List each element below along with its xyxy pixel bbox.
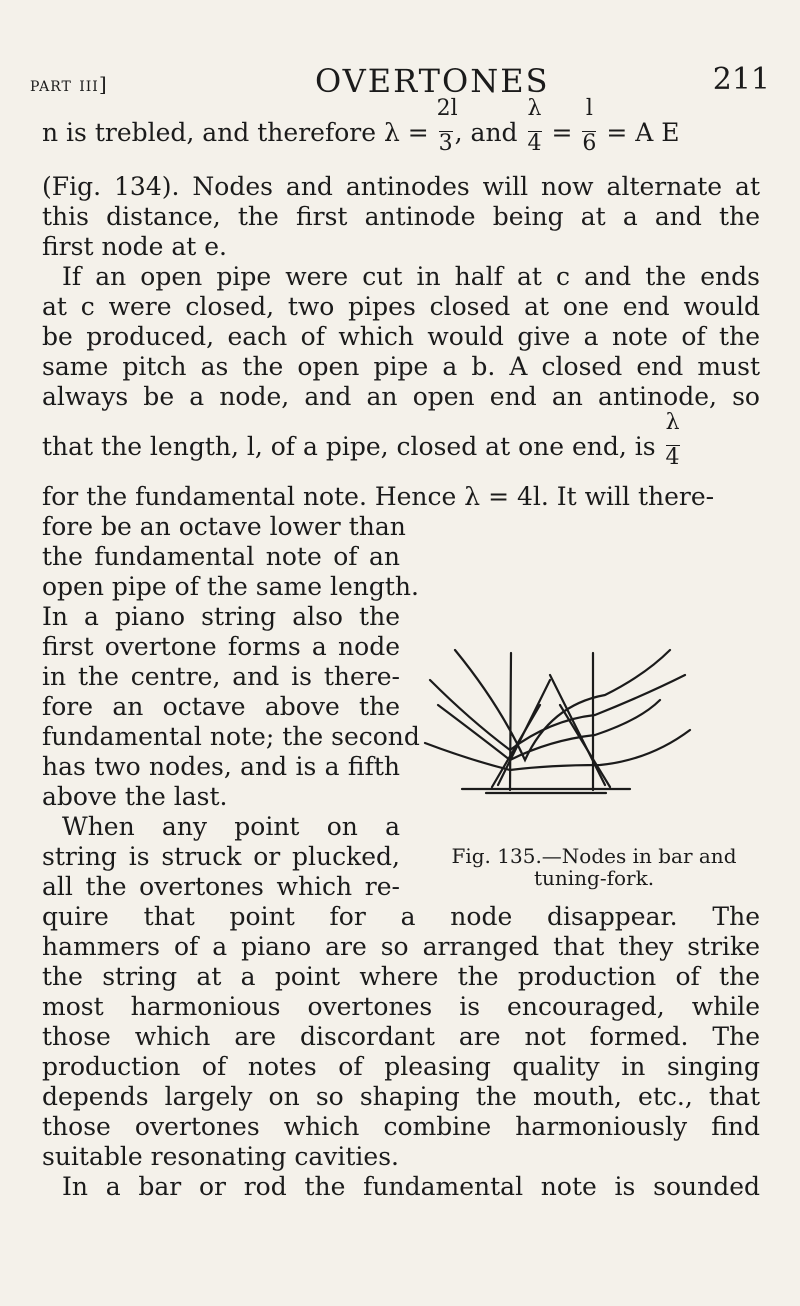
fraction: $\frac{2l}{3}$ bbox=[436, 96, 458, 156]
equation-line bbox=[42, 96, 762, 156]
text-line: always be a node, and an open end an antinode, so bbox=[42, 382, 760, 411]
page-title: OVERTONES bbox=[315, 62, 550, 100]
text-line: same pitch as the open pipe a b. A closed end must bbox=[42, 352, 760, 381]
text-line: (Fig. 134). Nodes and antinodes will now alternate at bbox=[42, 172, 760, 201]
text-run: = A E bbox=[606, 118, 680, 147]
text-line: this distance, the first antinode being at a and the bbox=[42, 202, 760, 231]
text-line: has two nodes, and is a fifth bbox=[42, 752, 400, 781]
text-line: most harmonious overtones is encouraged, while bbox=[42, 992, 760, 1021]
text-line: the string at a point where the production of the bbox=[42, 962, 760, 991]
fraction: $\frac{l}{6}$ bbox=[582, 96, 597, 156]
text-line: open pipe of the same length. bbox=[42, 572, 419, 601]
fraction: $\frac{\lambda}{4}$ bbox=[527, 96, 542, 156]
part-label: part iii] bbox=[30, 72, 108, 96]
vibration-curve-2 bbox=[430, 675, 685, 750]
text-run: = bbox=[551, 118, 573, 147]
text-line: In a piano string also the bbox=[42, 602, 400, 631]
text-line: If an open pipe were cut in half at c and the ends bbox=[62, 262, 760, 291]
text-line: above the last. bbox=[42, 782, 228, 811]
text-line: fore be an octave lower than bbox=[42, 512, 406, 541]
tuning-fork-figure bbox=[400, 555, 770, 875]
text-line: all the overtones which re- bbox=[42, 872, 400, 901]
text-line: be produced, each of which would give a note of the bbox=[42, 322, 760, 351]
equation-line bbox=[42, 410, 762, 470]
text-line: first overtone forms a node bbox=[42, 632, 400, 661]
text-line: hammers of a piano are so arranged that they strike bbox=[42, 932, 760, 961]
fraction: $\frac{\lambda}{4}$ bbox=[665, 410, 680, 470]
text-line: fore an octave above the bbox=[42, 692, 400, 721]
text-line: those overtones which combine harmoniously find bbox=[42, 1112, 760, 1141]
text-line: fundamental note; the second bbox=[42, 722, 420, 751]
text-line: quire that point for a node disappear. The bbox=[42, 902, 760, 931]
text-line: first node at e. bbox=[42, 232, 227, 261]
text-line: production of notes of pleasing quality in singing bbox=[42, 1052, 760, 1081]
running-header bbox=[30, 62, 770, 108]
text-line: in the centre, and is there- bbox=[42, 662, 400, 691]
text-line: for the fundamental note. Hence λ = 4l. It will there- bbox=[42, 482, 715, 511]
text-line: string is struck or plucked, bbox=[42, 842, 400, 871]
page-number: 211 bbox=[712, 62, 770, 97]
text-line: suitable resonating cavities. bbox=[42, 1142, 399, 1171]
node-line-right bbox=[550, 675, 605, 785]
tuning-fork-drawing bbox=[425, 650, 690, 793]
text-line: the fundamental note of an bbox=[42, 542, 400, 571]
vibration-curve-4 bbox=[425, 730, 690, 770]
text-run: , and bbox=[454, 118, 518, 147]
text-line: depends largely on so shaping the mouth, etc., that bbox=[42, 1082, 760, 1111]
text-line: those which are discordant are not formed. The bbox=[42, 1022, 760, 1051]
text-run: n is trebled, and therefore λ = bbox=[42, 118, 429, 147]
text-line: When any point on a bbox=[62, 812, 400, 841]
vibration-curve-3 bbox=[438, 700, 660, 760]
text-line: In a bar or rod the fundamental note is sounded bbox=[62, 1172, 760, 1201]
figure-caption: Fig. 135.—Nodes in bar and tuning-fork. bbox=[451, 844, 737, 890]
text-line: at c were closed, two pipes closed at one end would bbox=[42, 292, 760, 321]
text-run: that the length, l, of a pipe, closed at one end, is bbox=[42, 432, 656, 461]
